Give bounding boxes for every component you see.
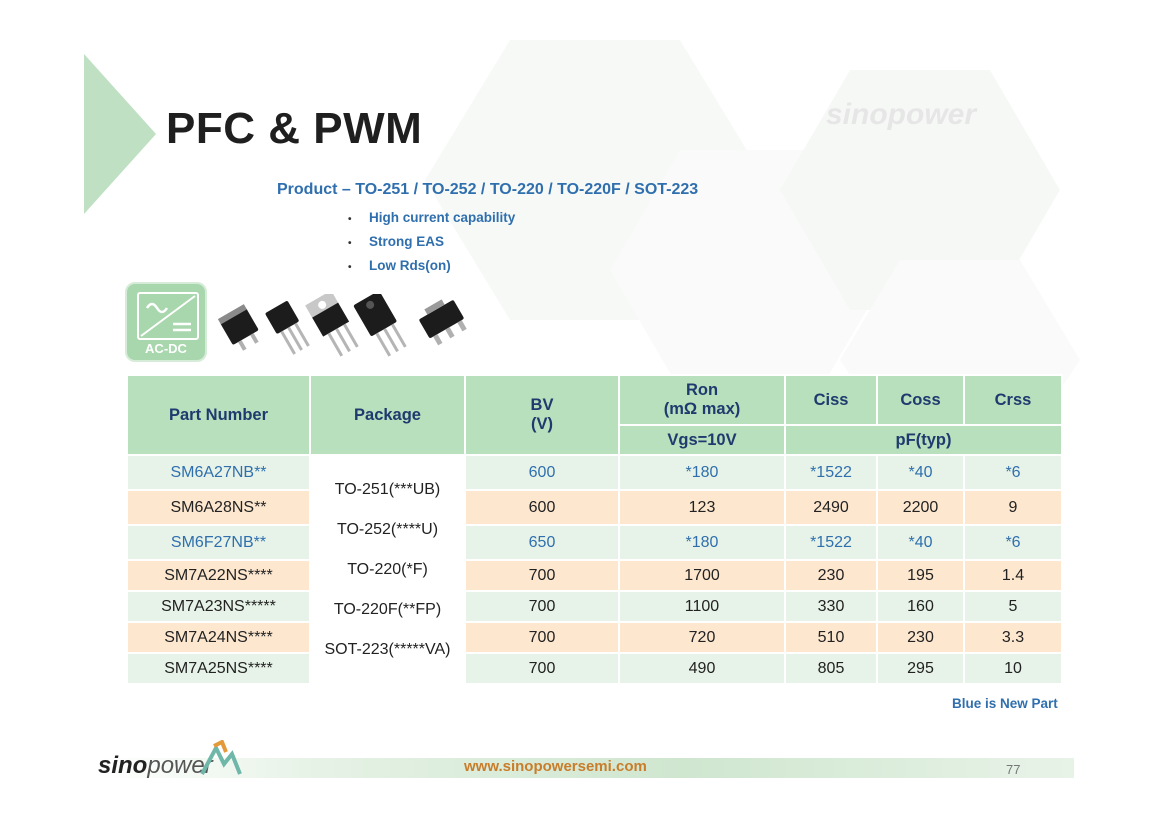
cell-package-list	[310, 455, 465, 684]
cell-ciss: 2490	[785, 490, 877, 525]
cell-ron: 490	[619, 653, 785, 684]
header-crss: Crss	[964, 375, 1062, 425]
cell-ron: 720	[619, 622, 785, 653]
cell-bv: 700	[465, 622, 619, 653]
cell-coss: 2200	[877, 490, 964, 525]
header-part-number: Part Number	[127, 375, 310, 455]
header-ciss: Ciss	[785, 375, 877, 425]
cell-part-number: SM7A25NS****	[127, 653, 310, 684]
package-chips-image	[214, 294, 476, 360]
section-tab-shape	[84, 54, 156, 214]
cell-bv: 700	[465, 653, 619, 684]
page-number: 77	[1006, 762, 1021, 777]
cell-crss: 5	[964, 591, 1062, 622]
ac-dc-label: AC-DC	[145, 341, 187, 356]
cell-ciss: 510	[785, 622, 877, 653]
header-cap-unit: pF(typ)	[785, 425, 1062, 455]
header-ron-unit: (mΩ max)	[663, 400, 741, 418]
package-item: SOT-223(*****VA)	[324, 640, 451, 658]
feature-item: • Low Rds(on)	[348, 254, 515, 278]
header-coss: Coss	[877, 375, 964, 425]
bullet-icon: •	[348, 214, 352, 225]
ac-dc-badge	[125, 282, 207, 362]
table-header-row	[127, 375, 1062, 425]
table-row	[127, 591, 1062, 622]
cell-ciss: 230	[785, 560, 877, 591]
table-row	[127, 622, 1062, 653]
new-part-note: Blue is New Part	[952, 696, 1058, 711]
cell-crss: *6	[964, 525, 1062, 560]
package-item: TO-220(*F)	[347, 560, 428, 578]
logo-mark-icon	[198, 740, 242, 778]
footer-url[interactable]: www.sinopowersemi.com	[464, 758, 647, 775]
cell-ciss: 805	[785, 653, 877, 684]
cell-coss: 160	[877, 591, 964, 622]
package-item: TO-252(****U)	[336, 520, 439, 538]
footer-logo: sinopower	[98, 752, 213, 779]
table-row	[127, 560, 1062, 591]
cell-ciss: *1522	[785, 455, 877, 490]
cell-coss: 295	[877, 653, 964, 684]
cell-part-number: SM7A23NS*****	[127, 591, 310, 622]
cell-ron: *180	[619, 455, 785, 490]
watermark-logo: sinopower	[826, 98, 977, 131]
cell-part-number: SM6A28NS**	[127, 490, 310, 525]
cell-coss: 230	[877, 622, 964, 653]
feature-list	[348, 206, 515, 278]
table-row	[127, 455, 1062, 490]
cell-crss: 9	[964, 490, 1062, 525]
cell-coss: 195	[877, 560, 964, 591]
header-ron-label: Ron	[685, 381, 719, 399]
cell-crss: 10	[964, 653, 1062, 684]
header-package: Package	[310, 375, 465, 455]
cell-bv: 700	[465, 560, 619, 591]
product-packages-line: Product – TO-251 / TO-252 / TO-220 / TO-220F / SOT-223	[277, 181, 699, 198]
header-bv-label: BV	[530, 396, 554, 414]
table-row	[127, 653, 1062, 684]
cell-ron: *180	[619, 525, 785, 560]
cell-ron: 1700	[619, 560, 785, 591]
cell-ron: 1100	[619, 591, 785, 622]
header-vgs: Vgs=10V	[619, 425, 785, 455]
feature-item: • Strong EAS	[348, 230, 515, 254]
page-title: PFC & PWM	[166, 104, 423, 153]
header-bv	[465, 375, 619, 455]
cell-ron: 123	[619, 490, 785, 525]
bullet-icon: •	[348, 238, 352, 249]
cell-part-number: SM7A24NS****	[127, 622, 310, 653]
package-item: TO-220F(**FP)	[333, 600, 442, 618]
table-row	[127, 490, 1062, 525]
cell-ciss: *1522	[785, 525, 877, 560]
header-ron	[619, 375, 785, 425]
cell-crss: 1.4	[964, 560, 1062, 591]
header-bv-unit: (V)	[531, 415, 553, 433]
feature-item: • High current capability	[348, 206, 515, 230]
cell-ciss: 330	[785, 591, 877, 622]
spec-table	[126, 374, 1063, 685]
cell-part-number: SM6A27NB**	[127, 455, 310, 490]
cell-crss: *6	[964, 455, 1062, 490]
cell-bv: 700	[465, 591, 619, 622]
cell-part-number: SM6F27NB**	[127, 525, 310, 560]
table-row	[127, 525, 1062, 560]
cell-bv: 600	[465, 490, 619, 525]
cell-part-number: SM7A22NS****	[127, 560, 310, 591]
cell-bv: 650	[465, 525, 619, 560]
cell-bv: 600	[465, 455, 619, 490]
cell-coss: *40	[877, 455, 964, 490]
cell-crss: 3.3	[964, 622, 1062, 653]
bullet-icon: •	[348, 262, 352, 273]
ac-dc-converter-icon	[137, 292, 199, 340]
cell-coss: *40	[877, 525, 964, 560]
package-item: TO-251(***UB)	[334, 480, 441, 498]
